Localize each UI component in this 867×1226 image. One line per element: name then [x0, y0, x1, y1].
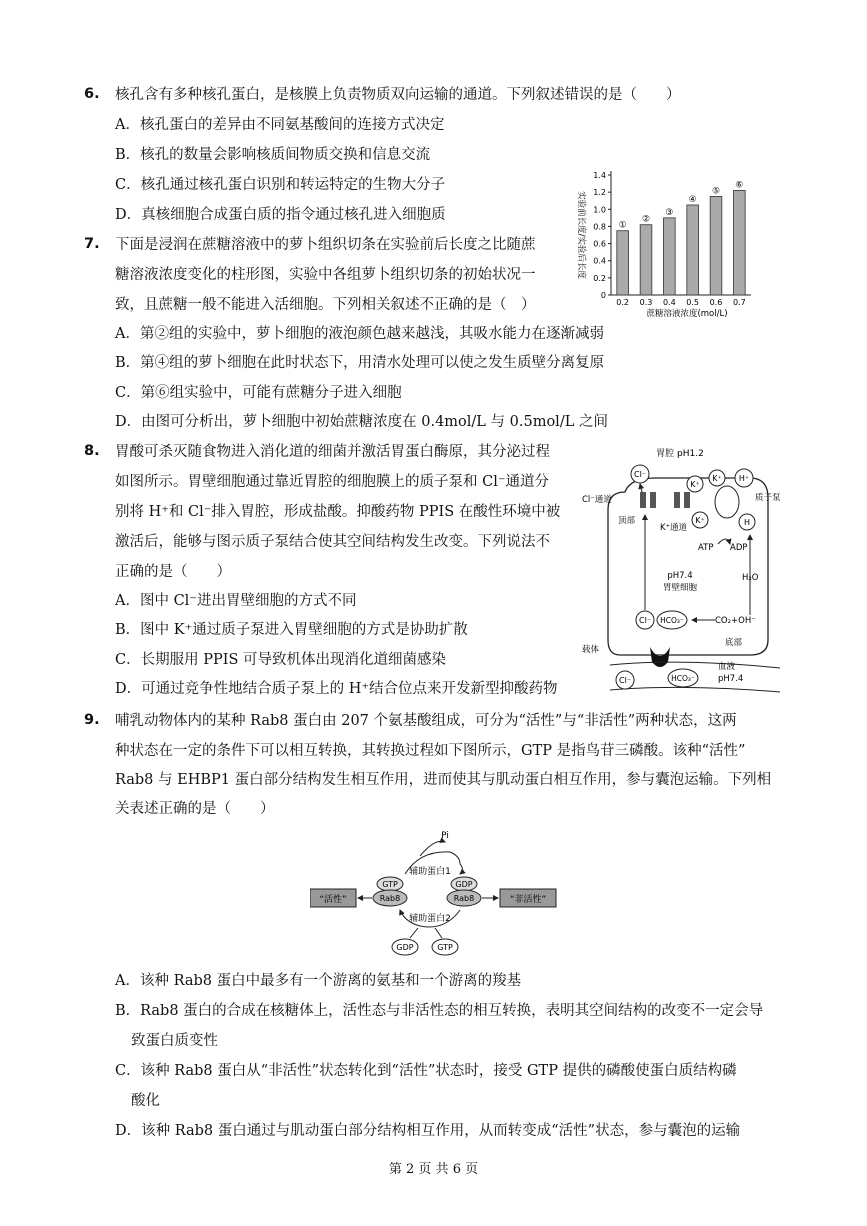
helper2-label: 辅助蛋白2 [409, 914, 451, 924]
h2o-label: H₂O [742, 573, 759, 583]
q6-stem: 核孔含有多种核孔蛋白，是核膜上负责物质双向运输的通道。下列叙述错误的是（ ） [115, 87, 681, 103]
bar-label-5: ⑤ [711, 186, 721, 197]
svg-text:“活性”: “活性” [319, 895, 347, 905]
x-tick-label: 0.4 [662, 298, 676, 307]
y-tick-label: 1.4 [593, 171, 606, 180]
svg-text:GDP: GDP [455, 880, 473, 889]
y-axis-label: 实验前长度/实验后长度 [576, 191, 586, 279]
svg-text:K⁺: K⁺ [712, 474, 722, 483]
svg-text:“非活性”: “非活性” [509, 895, 547, 905]
proton-pump-shape [715, 486, 739, 518]
blood-ph-label: pH7.4 [718, 674, 744, 684]
bar-4 [687, 205, 699, 295]
svg-text:K⁺: K⁺ [695, 516, 705, 525]
q9-stem-line-4: 关表述正确的是（ ） [115, 801, 275, 817]
cl-channel-shape [640, 492, 646, 508]
y-tick-label: 0.2 [593, 273, 606, 283]
q9-stem-line-1: 哺乳动物体内的某种 Rab8 蛋白由 207 个氨基酸组成，可分为“活性”与“非活性”两种状态，这两 [115, 713, 737, 729]
y-tick-label: 1.0 [593, 205, 606, 215]
q9-stem-line-3: Rab8 与 EHBP1 蛋白部分结构发生相互作用，进而使其与肌动蛋白相互作用，参与囊泡运输。下列相 [115, 772, 772, 788]
q9-option-b-line-2: 致蛋白质变性 [131, 1033, 218, 1049]
svg-text:K⁺: K⁺ [690, 480, 700, 489]
bar-3 [664, 218, 676, 295]
q6-number: 6. [84, 86, 100, 102]
q6-option-b: B．核孔的数量会影响核质间物质交换和信息交流 [115, 147, 431, 163]
q7-option-a: A．第②组的实验中，萝卜细胞的液泡颜色越来越浅，其吸水能力在逐渐减弱 [115, 326, 604, 342]
x-axis-label: 蔗糖溶液浓度(mol/L) [646, 309, 728, 319]
x-tick-label: 0.6 [709, 298, 723, 307]
q6-option-a: A．核孔蛋白的差异由不同氨基酸间的连接方式决定 [115, 117, 445, 133]
svg-text:H: H [743, 518, 751, 527]
q7-option-b: B．第④组的萝卜细胞在此时状态下，用清水处理可以使之发生质壁分离复原 [115, 355, 605, 371]
svg-text:Cl⁻: Cl⁻ [618, 676, 632, 685]
q9-option-d: D．该种 Rab8 蛋白通过与肌动蛋白部分结构相互作用，从而转变成“活性”状态，参与囊泡的运输 [115, 1123, 741, 1139]
svg-text:GTP: GTP [382, 880, 398, 889]
bar-2 [640, 225, 652, 295]
cl-channel-label: Cl⁻通道 [582, 495, 612, 505]
adp-label: ADP [730, 543, 748, 553]
q8-option-b: B．图中 K⁺通过质子泵进入胃壁细胞的方式是协助扩散 [115, 622, 468, 638]
pi-label: Pi [441, 831, 449, 841]
k-channel-label: K⁺通道 [660, 523, 688, 533]
gastric-lumen-label: 胃腔 pH1.2 [656, 449, 704, 459]
q8-option-d: D．可通过竞争性地结合质子泵上的 H⁺结合位点来开发新型抑酸药物 [115, 681, 558, 697]
bar-5 [710, 196, 722, 295]
q9-rab8-cycle-diagram [310, 826, 560, 961]
svg-text:GDP: GDP [396, 943, 414, 952]
q9-number: 9. [84, 712, 100, 728]
y-tick-label: 0.6 [593, 239, 606, 249]
bar-1 [617, 231, 629, 295]
q8-stem-line-5: 正确的是（ ） [115, 564, 231, 580]
q6-option-c: C．核孔通过核孔蛋白识别和转运特定的生物大分子 [115, 177, 446, 193]
q9-option-b-line-1: B．Rab8 蛋白的合成在核糖体上，活性态与非活性态的相互转换，表明其空间结构的改变不一定会导 [115, 1003, 764, 1019]
x-tick-label: 0.3 [639, 298, 653, 307]
svg-text:Cl⁻: Cl⁻ [633, 470, 647, 479]
cell-ph-label: pH7.4 [667, 571, 693, 581]
bar-label-6: ⑥ [735, 180, 744, 191]
cell-name-label: 胃壁细胞 [662, 583, 698, 593]
bar-label-1: ① [618, 220, 627, 231]
carrier-shape [650, 647, 670, 667]
k-channel-shape [674, 492, 680, 508]
q9-option-c-line-1: C．该种 Rab8 蛋白从“非活性”状态转化到“活性”状态时，接受 GTP 提供的磷酸使蛋白质结构磷 [115, 1063, 737, 1079]
q7-stem-line-1: 下面是浸润在蔗糖溶液中的萝卜组织切条在实验前后长度之比随蔗 [115, 237, 536, 253]
helper1-label: 辅助蛋白1 [409, 867, 451, 877]
y-tick-label: 0.8 [593, 222, 606, 232]
svg-text:H⁺: H⁺ [738, 474, 750, 483]
q7-option-c: C．第⑥组实验中，可能有蔗糖分子进入细胞 [115, 385, 402, 401]
atp-label: ATP [698, 543, 714, 553]
q7-stem-line-2: 糖溶液浓度变化的柱形图，实验中各组萝卜组织切条的初始状况一 [115, 267, 536, 283]
q6-option-d: D．真核细胞合成蛋白质的指令通过核孔进入细胞质 [115, 207, 446, 223]
svg-text:GTP: GTP [437, 943, 453, 952]
basal-label: 底部 [725, 638, 743, 648]
svg-text:Cl⁻: Cl⁻ [638, 616, 652, 625]
svg-text:HCO₃⁻: HCO₃⁻ [671, 674, 695, 683]
svg-text:Rab8: Rab8 [453, 894, 475, 903]
q8-stem-line-3: 别将 H⁺和 Cl⁻排入胃腔，形成盐酸。抑酸药物 PPIS 在酸性环境中被 [115, 504, 561, 520]
q7-number: 7. [84, 236, 100, 252]
q7-stem-line-3: 致，且蔗糖一般不能进入活细胞。下列相关叙述不正确的是（ ） [115, 297, 536, 313]
apical-label: 顶部 [618, 516, 636, 526]
svg-text:Rab8: Rab8 [379, 894, 401, 903]
x-tick-label: 0.2 [616, 298, 630, 307]
bar-label-2: ② [641, 214, 651, 225]
svg-text:HCO₃⁻: HCO₃⁻ [660, 616, 684, 625]
q8-option-a: A．图中 Cl⁻进出胃壁细胞的方式不同 [115, 593, 357, 609]
bar-6 [734, 190, 746, 295]
y-tick-label: 0 [600, 291, 606, 300]
q9-stem-line-2: 种状态在一定的条件下可以相互转换，其转换过程如下图所示，GTP 是指鸟苷三磷酸。该种“活性” [115, 743, 746, 759]
q8-option-c: C．长期服用 PPIS 可导致机体出现消化道细菌感染 [115, 652, 446, 668]
proton-pump-label: 质子泵 [755, 493, 781, 503]
y-tick-label: 0.4 [593, 256, 606, 266]
x-tick-label: 0.5 [686, 298, 700, 307]
q7-bar-chart [565, 160, 765, 320]
q8-stem-line-2: 如图所示。胃壁细胞通过靠近胃腔的细胞膜上的质子泵和 Cl⁻通道分 [115, 474, 549, 490]
x-tick-label: 0.7 [732, 298, 746, 307]
q9-option-a: A．该种 Rab8 蛋白中最多有一个游离的氨基和一个游离的羧基 [115, 973, 522, 989]
q8-number: 8. [84, 443, 100, 459]
blood-label: 血液 [718, 662, 736, 672]
q8-parietal-cell-diagram [580, 440, 790, 695]
bar-label-3: ③ [665, 207, 674, 218]
y-tick-label: 1.2 [593, 188, 606, 198]
q8-stem-line-4: 激活后，能够与图示质子泵结合使其空间结构发生改变。下列说法不 [115, 534, 550, 550]
bar-label-4: ④ [688, 195, 697, 205]
page-footer: 第 2 页 共 6 页 [388, 1162, 479, 1177]
q7-option-d: D．由图可分析出，萝卜细胞中初始蔗糖浓度在 0.4mol/L 与 0.5mol/L 之间 [115, 414, 608, 430]
carrier-label: 载体 [582, 645, 600, 655]
q9-option-c-line-2: 酸化 [131, 1093, 160, 1109]
co2-oh-label: CO₂+OH⁻ [715, 616, 756, 626]
q8-stem-line-1: 胃酸可杀灭随食物进入消化道的细菌并激活胃蛋白酶原，其分泌过程 [115, 444, 550, 460]
